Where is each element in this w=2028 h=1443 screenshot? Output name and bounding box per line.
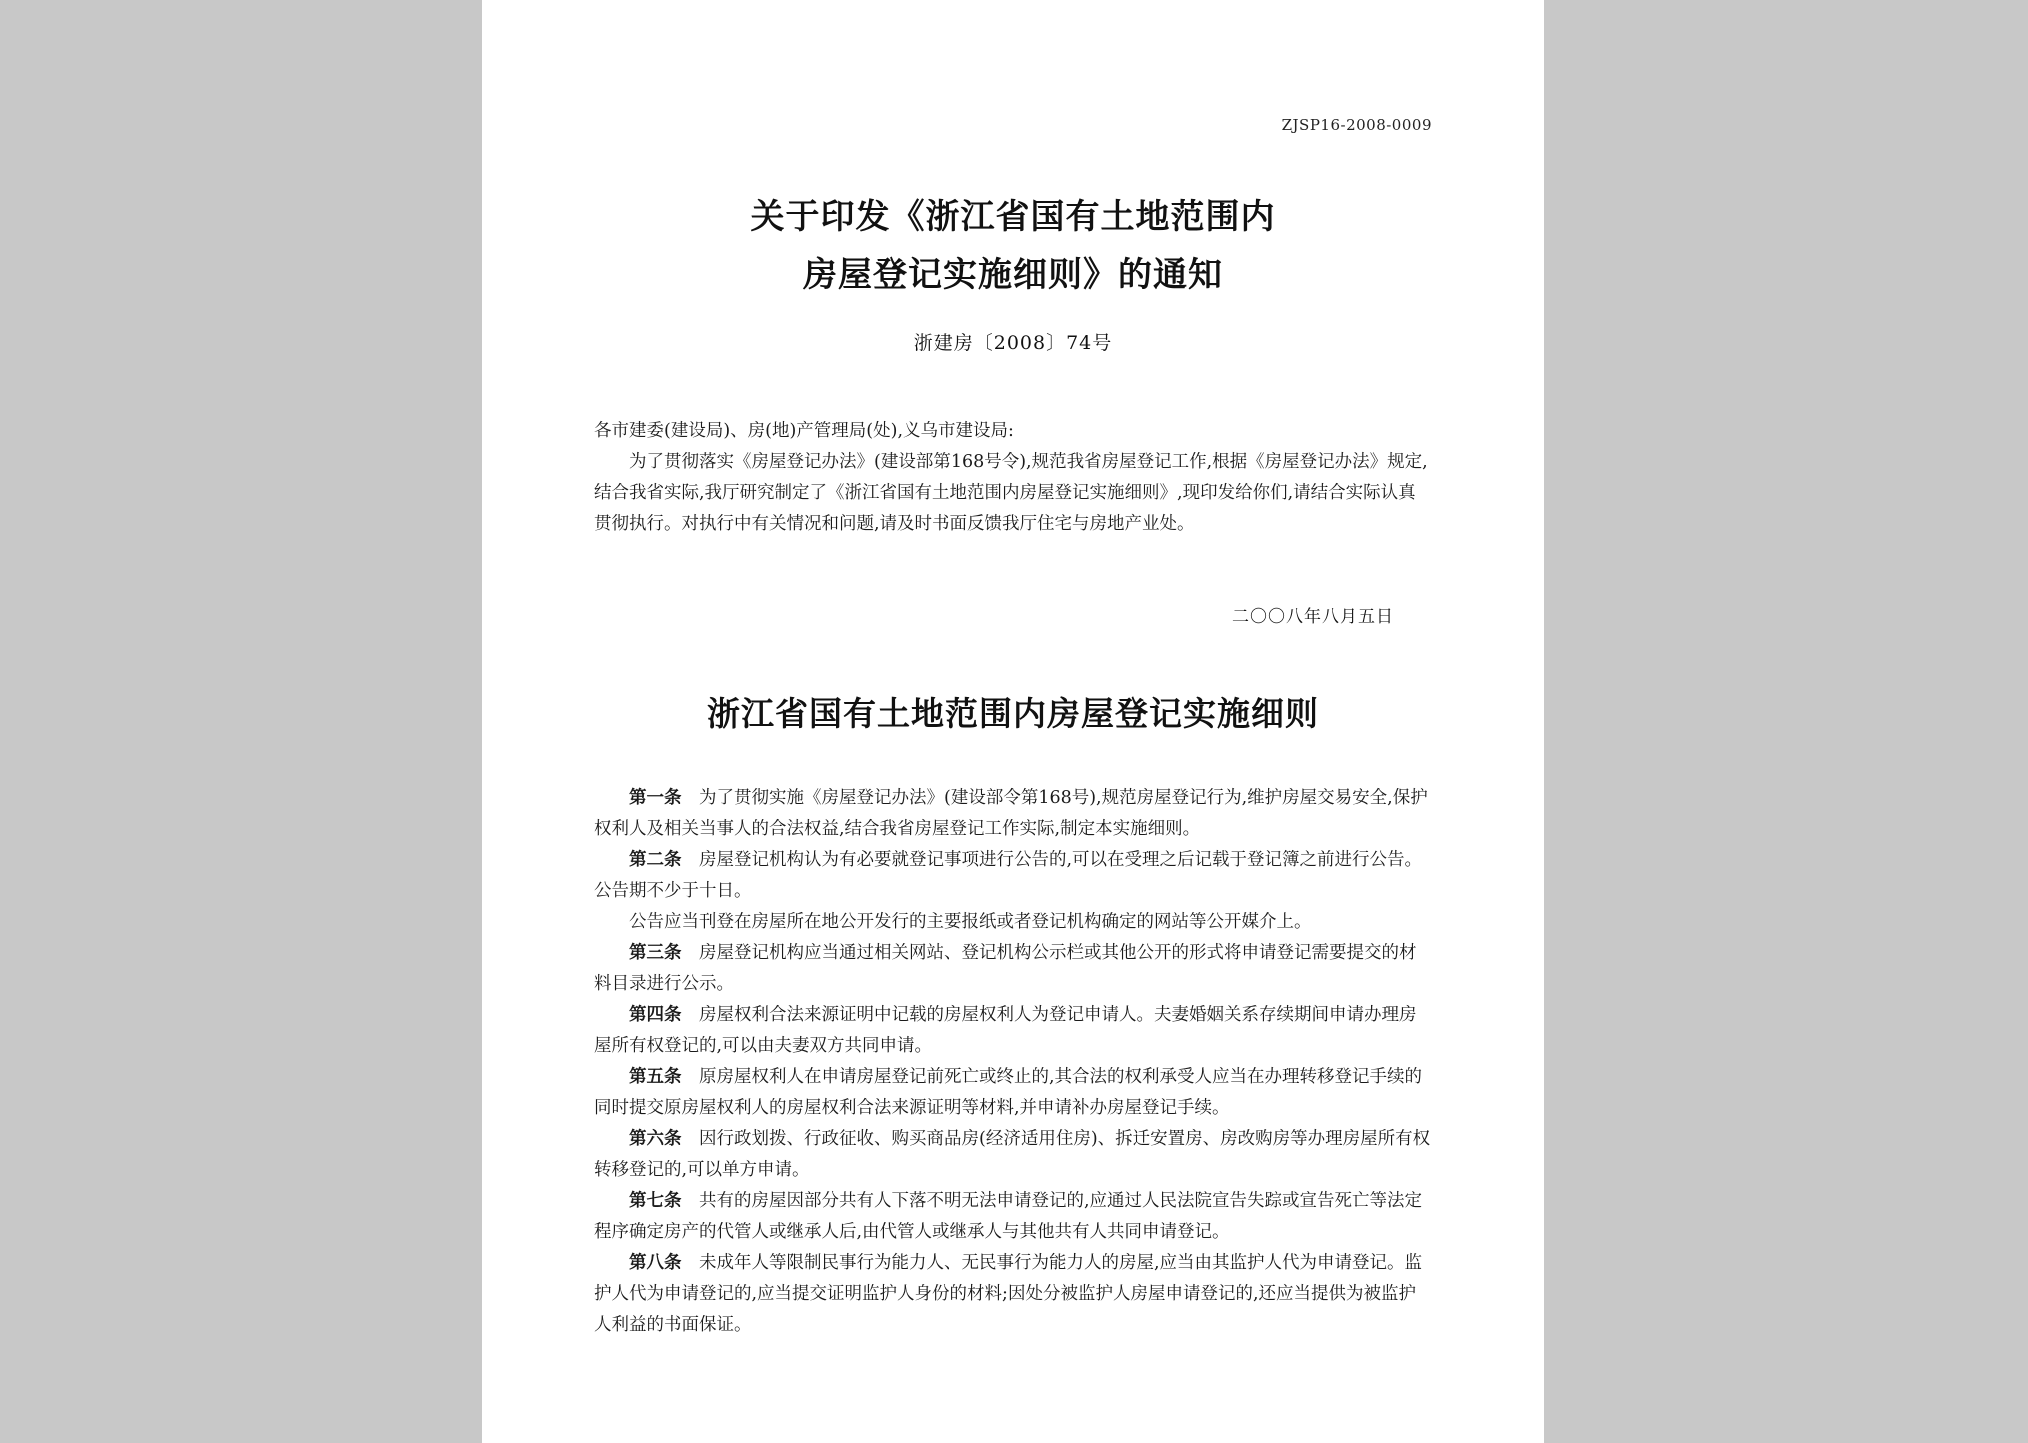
article-paragraph	[594, 907, 1432, 938]
article-label: 第四条	[629, 1005, 682, 1025]
articles-list	[594, 783, 1432, 1341]
rules-title: 浙江省国有土地范围内房屋登记实施细则	[707, 694, 1319, 733]
article-label: 第三条	[629, 943, 682, 963]
article-label: 第六条	[629, 1129, 682, 1149]
article-label: 第七条	[629, 1191, 682, 1211]
article-paragraph	[594, 845, 1432, 907]
notice-paragraph: 为了贯彻落实《房屋登记办法》(建设部第168号令),规范我省房屋登记工作,根据《房屋登记办法》规定,结合我省实际,我厅研究制定了《浙江省国有土地范围内房屋登记实施细则》,现印发给你们,请结合实际认真贯彻执行。对执行中有关情况和问题,请及时书面反馈我厅住宅与房地产业处。	[594, 452, 1428, 534]
document-page	[482, 0, 1544, 1443]
notice-title-line-1: 关于印发《浙江省国有土地范围内	[750, 197, 1276, 237]
article-text: 房屋登记机构应当通过相关网站、登记机构公示栏或其他公开的形式将申请登记需要提交的材料目录进行公示。	[594, 943, 1417, 994]
article-label: 第五条	[629, 1067, 682, 1087]
article-text: 因行政划拨、行政征收、购买商品房(经济适用住房)、拆迁安置房、房改购房等办理房屋所有权转移登记的,可以单方申请。	[594, 1129, 1431, 1180]
article-label: 第八条	[629, 1253, 682, 1273]
article-paragraph	[594, 1000, 1432, 1062]
article-text: 房屋权利合法来源证明中记载的房屋权利人为登记申请人。夫妻婚姻关系存续期间申请办理房屋所有权登记的,可以由夫妻双方共同申请。	[594, 1005, 1417, 1056]
addressee: 各市建委(建设局)、房(地)产管理局(处),义乌市建设局:	[594, 421, 1014, 441]
notice-body	[594, 416, 1432, 540]
article-paragraph	[594, 1124, 1432, 1186]
article-text: 未成年人等限制民事行为能力人、无民事行为能力人的房屋,应当由其监护人代为申请登记。监护人代为申请登记的,应当提交证明监护人身份的材料;因处分被监护人房屋申请登记的,还应当提供为被监护人利益的书面保证。	[594, 1253, 1423, 1335]
article-text: 原房屋权利人在申请房屋登记前死亡或终止的,其合法的权利承受人应当在办理转移登记手续的同时提交原房屋权利人的房屋权利合法来源证明等材料,并申请补办房屋登记手续。	[594, 1067, 1423, 1118]
document-code: ZJSP16-2008-0009	[1281, 116, 1432, 134]
article-label: 第一条	[629, 788, 682, 808]
article-paragraph	[594, 783, 1432, 845]
article-text: 房屋登记机构认为有必要就登记事项进行公告的,可以在受理之后记载于登记簿之前进行公告。公告期不少于十日。	[594, 850, 1423, 901]
article-text: 共有的房屋因部分共有人下落不明无法申请登记的,应通过人民法院宣告失踪或宣告死亡等法定程序确定房产的代管人或继承人后,由代管人或继承人与其他共有人共同申请登记。	[594, 1191, 1423, 1242]
document-number: 浙建房〔2008〕74号	[913, 332, 1113, 354]
article-text: 为了贯彻实施《房屋登记办法》(建设部令第168号),规范房屋登记行为,维护房屋交易安全,保护权利人及相关当事人的合法权益,结合我省房屋登记工作实际,制定本实施细则。	[594, 788, 1428, 839]
notice-title-line-2: 房屋登记实施细则》的通知	[803, 255, 1223, 295]
article-paragraph	[594, 1062, 1432, 1124]
article-text: 公告应当刊登在房屋所在地公开发行的主要报纸或者登记机构确定的网站等公开媒介上。	[629, 912, 1312, 932]
article-paragraph	[594, 1186, 1432, 1248]
issue-date: 二〇〇八年八月五日	[1232, 607, 1394, 627]
article-label: 第二条	[629, 850, 682, 870]
article-paragraph	[594, 938, 1432, 1000]
article-paragraph	[594, 1248, 1432, 1341]
